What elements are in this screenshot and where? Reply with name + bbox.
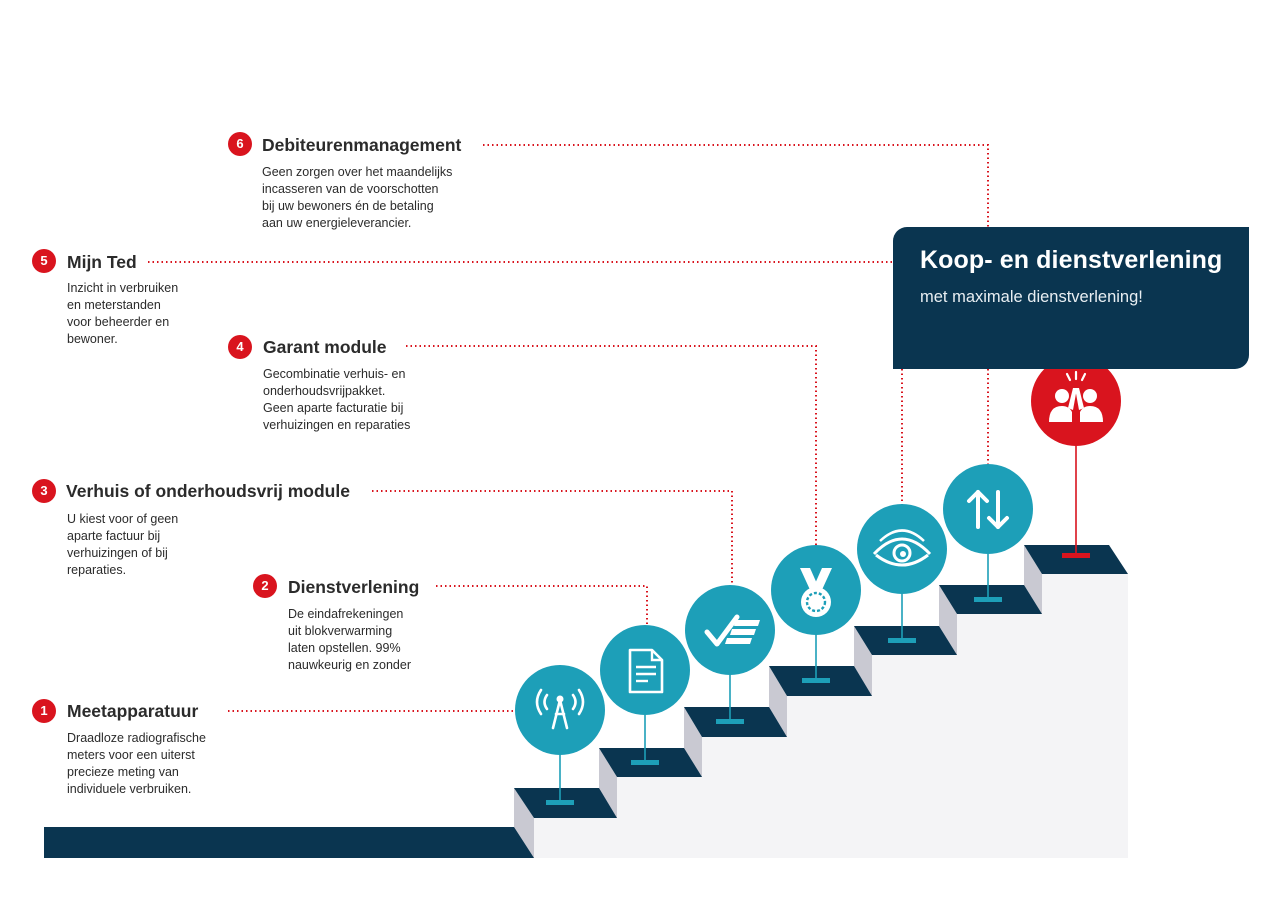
step-title: Dienstverlening: [288, 577, 420, 597]
step-description: Inzicht in verbruiken en meterstanden voor beheerder en bewoner.: [67, 281, 179, 346]
step-title: Mijn Ted: [67, 252, 137, 272]
step-number-badge: 3: [32, 479, 56, 503]
step-number-badge: 4: [228, 335, 252, 359]
banner-subtitle: met maximale dienstverlening!: [920, 288, 1143, 306]
step-number-badge: 6: [228, 132, 252, 156]
floor: [44, 827, 534, 858]
checklist-icon: [685, 585, 775, 675]
step-title: Debiteurenmanagement: [262, 135, 462, 155]
step-title: Meetapparatuur: [67, 701, 199, 721]
medal-icon: [771, 545, 861, 635]
step-number-badge: 2: [253, 574, 277, 598]
service-banner: [893, 227, 1249, 369]
step-description: Gecombinatie verhuis- en onderhoudsvrijpakket. Geen aparte facturatie bij verhuizingen en reparaties: [263, 367, 411, 432]
step-title: Verhuis of onderhoudsvrij module: [66, 481, 350, 501]
arrows-up-down-icon: [943, 464, 1033, 554]
document-icon: [600, 625, 690, 715]
high-five-icon: [1031, 356, 1121, 446]
antenna-icon: [515, 665, 605, 755]
banner-title: Koop- en dienstverlening: [920, 246, 1223, 274]
step-number-badge: 5: [32, 249, 56, 273]
step-description: U kiest voor of geen aparte factuur bij verhuizingen of bij reparaties.: [67, 512, 179, 577]
step-number-badge: 1: [32, 699, 56, 723]
step-description: Draadloze radiografische meters voor een uiterst precieze meting van individuele verbruiken.: [67, 731, 206, 796]
step-title: Garant module: [263, 337, 387, 357]
step-description: De eindafrekeningen uit blokverwarming laten opstellen. 99% nauwkeurig en zonder: [288, 607, 411, 672]
eye-icon: [857, 504, 947, 594]
step-description: Geen zorgen over het maandelijks incasseren van de voorschotten bij uw bewoners én de betaling aan uw energieleverancier.: [262, 165, 453, 230]
